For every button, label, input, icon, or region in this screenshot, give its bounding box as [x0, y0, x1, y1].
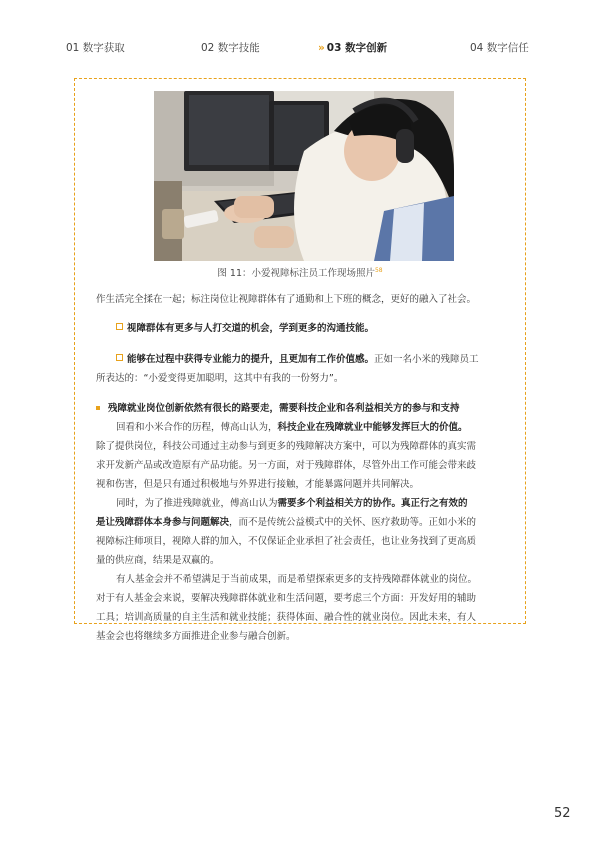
text-span-bold: 科技企业在残障就业中能够发挥巨大的价值。	[277, 422, 468, 433]
chapter-nav	[0, 40, 600, 58]
paragraph-line: 视和伤害，但是只有通过积极地与外界进行接触，才能暴露问题并共同解决。	[96, 479, 420, 490]
text-span: 同时，为了推进残障就业，傅高山认为	[116, 498, 278, 509]
bullet-item	[116, 350, 516, 369]
paragraph-line: 对于有人基金会来说，要解决残障群体就业和生活问题，要考虑三个方面：开发好用的辅助	[96, 593, 477, 604]
paragraph-line	[116, 418, 516, 437]
section-heading: 残障就业岗位创新依然有很长的路要走，需要科技企业和各利益相关方的参与和支持	[108, 403, 460, 414]
bullet-text: 视障群体有更多与人打交道的机会，学到更多的沟通技能。	[127, 323, 375, 334]
paragraph-line	[116, 494, 516, 513]
page-number: 52	[554, 806, 571, 821]
paragraph-line: 基金会也将继续多方面推进企业参与融合创新。	[96, 631, 296, 642]
nav-item-digital-trust[interactable]: 04 数字信任	[470, 42, 529, 54]
paragraph-line: 有人基金会并不希望满足于当前成果，而是希望探索更多的支持残障群体就业的岗位。	[116, 574, 478, 585]
paragraph-line: 求开发新产品或改造原有产品功能。另一方面，对于残障群体，尽管外出工作可能会带来歧	[96, 460, 477, 471]
paragraph-line: 除了提供岗位，科技公司通过主动参与到更多的残障解决方案中，可以为残障群体的真实需	[96, 441, 477, 452]
section-bullet-icon	[96, 406, 100, 410]
figure-caption-text: 图 11：小爱视障标注员工作现场照片	[217, 268, 375, 279]
nav-item-digital-access[interactable]: 01 数字获取	[66, 42, 125, 54]
footnote-ref[interactable]: 58	[374, 266, 383, 274]
paragraph-line	[96, 513, 516, 532]
text-span: 回看和小米合作的历程，傅高山认为，	[116, 422, 278, 433]
nav-item-digital-innovation-label: 03 数字创新	[326, 42, 388, 54]
active-chevron-icon: »	[318, 42, 323, 54]
figure-photo	[154, 91, 454, 261]
bullet-text-bold: 能够在过程中获得专业能力的提升，且更加有工作价值感。	[127, 354, 375, 365]
paragraph-line: 视障标注师项目，视障人群的加入，不仅保证企业承担了社会责任，也让业务找到了更高质	[96, 536, 477, 547]
text-span: ，而不是传统公益模式中的关怀、医疗救助等。正如小米的	[229, 517, 477, 528]
nav-item-digital-skills[interactable]: 02 数字技能	[201, 42, 260, 54]
text-span-bold: 是让残障群体本身参与问题解决	[96, 517, 230, 528]
bullet-item	[116, 319, 516, 338]
paragraph-line: 所表达的：“小爱变得更加聪明，这其中有我的一份努力”。	[96, 373, 344, 384]
figure-caption	[0, 265, 600, 279]
text-span-bold: 需要多个利益相关方的协作。真正行之有效的	[277, 498, 468, 509]
bullet-text: 正如一名小米的残障员工	[374, 354, 479, 365]
paragraph-line: 量的供应商，结果是双赢的。	[96, 555, 220, 566]
paragraph-line: 作生活完全揉在一起；标注岗位让视障群体有了通勤和上下班的概念，更好的融入了社会。	[96, 294, 477, 305]
bullet-marker-icon	[116, 354, 123, 361]
bullet-marker-icon	[116, 323, 123, 330]
nav-item-digital-innovation[interactable]	[318, 40, 387, 55]
paragraph-line: 工具；培训高质量的自主生活和就业技能；获得体面、融合性的就业岗位。因此未来，有人	[96, 612, 477, 623]
